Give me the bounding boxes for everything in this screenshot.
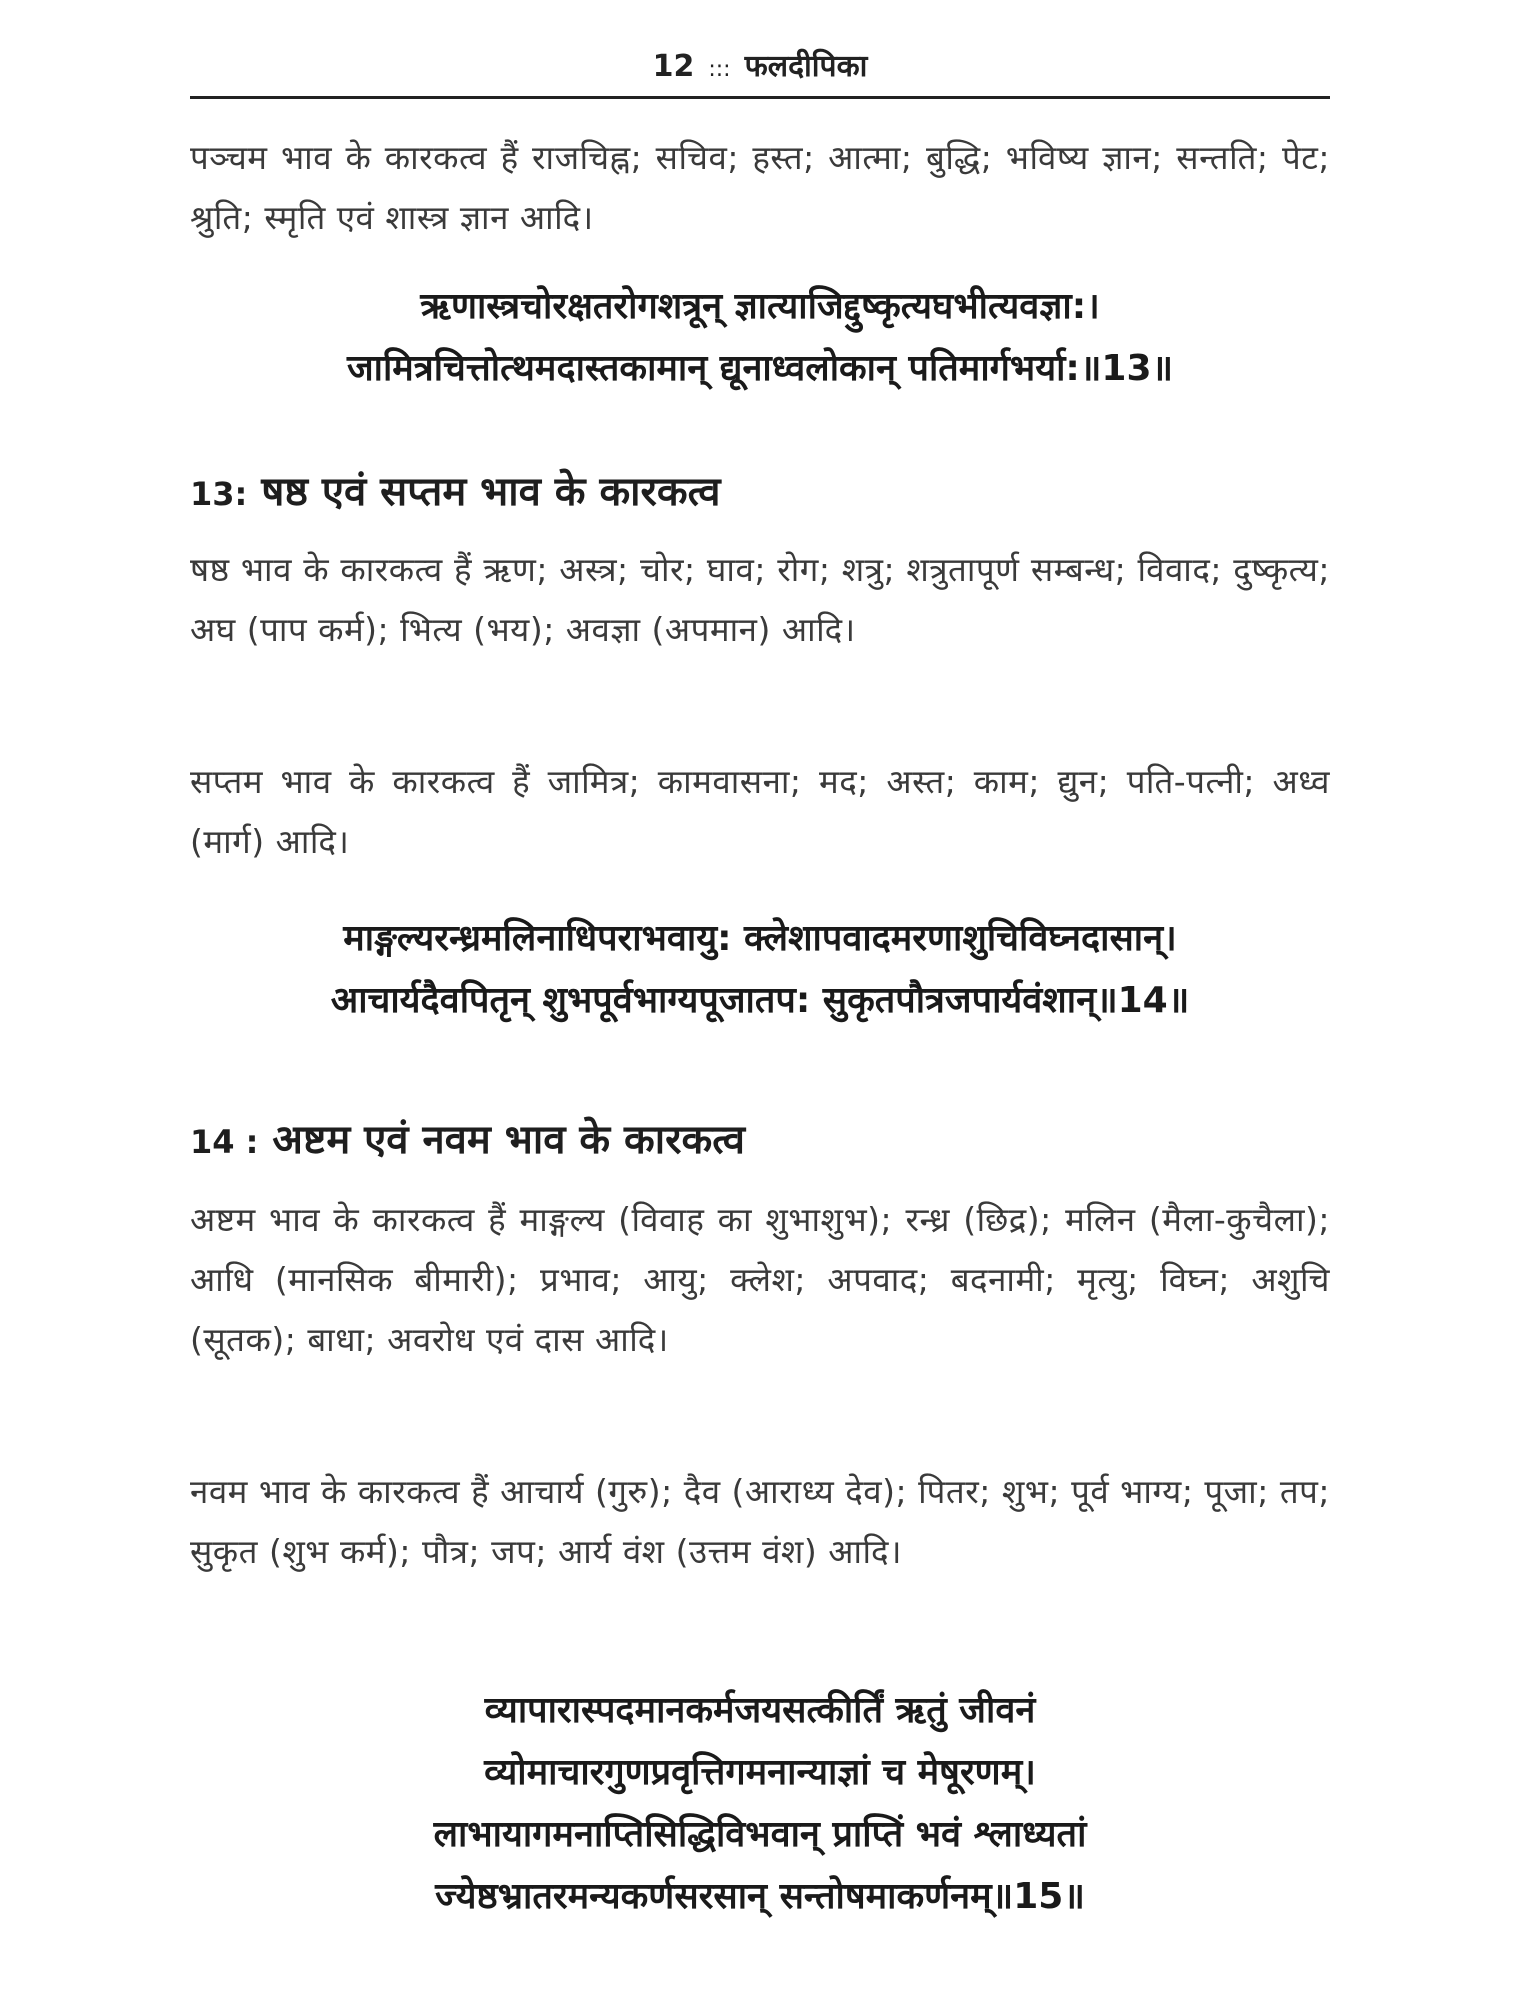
header-rule — [190, 96, 1330, 99]
verse-15 — [190, 1680, 1330, 1928]
section-title: षष्ठ एवं सप्तम भाव के कारकत्व — [261, 469, 721, 515]
section-heading-14 — [190, 1110, 1330, 1172]
verse-14 — [190, 908, 1330, 1032]
verse-line: ऋणास्त्रचोरक्षतरोगशत्रून् ज्ञात्याजिद्दुष्कृत्यघभीत्यवज्ञा:। — [420, 286, 1100, 327]
verse-line: लाभायागमनाप्तिसिद्धिविभवान् प्राप्तिं भवं श्लाध्यतां — [433, 1814, 1087, 1855]
paragraph-seventh-house: सप्तम भाव के कारकत्व हैं जामित्र; कामवासना; मद; अस्त; काम; द्युन; पति-पत्नी; अध्व (मार्ग) आदि। — [190, 762, 1330, 861]
section-title: अष्टम एवं नवम भाव के कारकत्व — [272, 1117, 746, 1163]
section-number: 13: — [190, 475, 248, 513]
header-separator: ::: — [708, 57, 731, 82]
verse-line: जामित्रचित्तोत्थमदास्तकामान् द्यूनाध्वलोकान् पतिमार्गभर्या:॥13॥ — [346, 348, 1174, 389]
verse-line: व्योमाचारगुणप्रवृत्तिगमनान्याज्ञां च मेषूरणम्। — [484, 1752, 1036, 1793]
page-header — [190, 44, 1330, 94]
paragraph-fifth-house: पञ्चम भाव के कारकत्व हैं राजचिह्न; सचिव; हस्त; आत्मा; बुद्धि; भविष्य ज्ञान; सन्तति; पेट; श्रुति; स्मृति एवं शास्त्र ज्ञान आदि। — [190, 138, 1330, 237]
paragraph-sixth-house: षष्ठ भाव के कारकत्व हैं ऋण; अस्त्र; चोर; घाव; रोग; शत्रु; शत्रुतापूर्ण सम्बन्ध; विवाद; दुष्कृत्य; अघ (पाप कर्म); भित्य (भय); अवज्ञा (अपमान) आदि। — [190, 550, 1330, 649]
section-number: 14 : — [190, 1123, 259, 1161]
page-number: 12 — [652, 49, 695, 84]
verse-line: ज्येष्ठभ्रातरमन्यकर्णसरसान् सन्तोषमाकर्णनम्॥15॥ — [435, 1876, 1085, 1917]
section-heading-13 — [190, 462, 1330, 524]
paragraph-eighth-house: अष्टम भाव के कारकत्व हैं माङ्गल्य (विवाह का शुभाशुभ); रन्ध्र (छिद्र); मलिन (मैला-कुचैला); आधि (मानसिक बीमारी); प्रभाव; आयु; क्लेश; अपवाद; बदनामी; मृत्यु; विघ्न; अशुचि (सूतक); बाधा; अवरोध एवं दास आदि। — [190, 1200, 1330, 1359]
verse-line: व्यापारास्पदमानकर्मजयसत्कीर्तिं ऋतुं जीवनं — [484, 1690, 1036, 1731]
paragraph-ninth-house: नवम भाव के कारकत्व हैं आचार्य (गुरु); दैव (आराध्य देव); पितर; शुभ; पूर्व भाग्य; पूजा; तप; सुकृत (शुभ कर्म); पौत्र; जप; आर्य वंश (उत्तम वंश) आदि। — [190, 1472, 1330, 1571]
verse-13 — [190, 276, 1330, 400]
verse-line: आचार्यदैवपितृन् शुभपूर्वभाग्यपूजातप: सुकृतपौत्रजपार्यवंशान्॥14॥ — [330, 980, 1190, 1021]
verse-line: माङ्गल्यरन्ध्रमलिनाधिपराभवायु: क्लेशापवादमरणाशुचिविघ्नदासान्। — [343, 918, 1177, 959]
book-title: फलदीपिका — [744, 49, 868, 84]
